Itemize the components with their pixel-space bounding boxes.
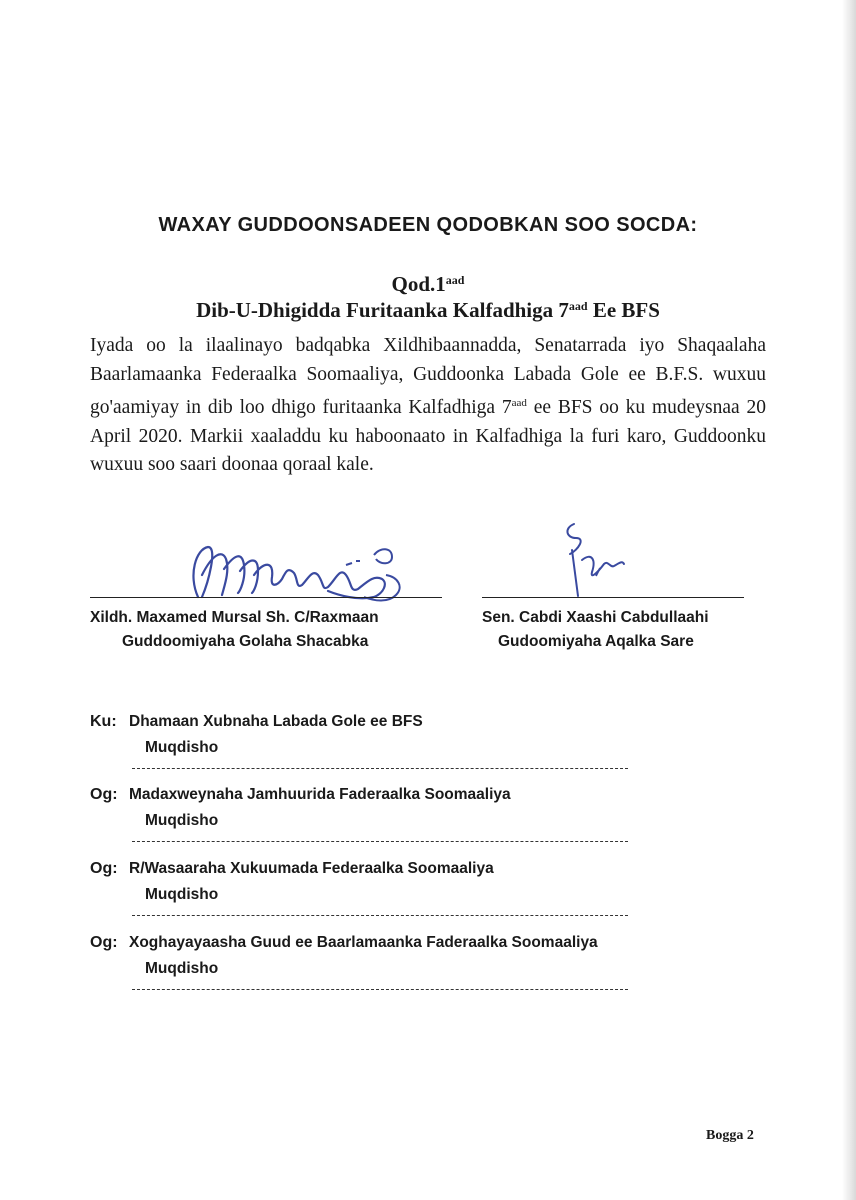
distribution-recipient: Xoghayayaasha Guud ee Baarlamaanka Faderaalka Soomaaliya xyxy=(129,934,598,951)
distribution-prefix: Ku: xyxy=(90,713,117,730)
distribution-city: Muqdisho xyxy=(145,960,219,977)
subtitle-sup: aad xyxy=(568,299,588,313)
distribution-city: Muqdisho xyxy=(145,739,219,756)
distribution-item xyxy=(90,860,630,922)
distribution-recipient: Madaxweynaha Jamhuurida Faderaalka Soomaaliya xyxy=(129,786,511,803)
subtitle-part2: Ee BFS xyxy=(587,298,660,322)
signature-left-image xyxy=(178,535,423,610)
article-sup: aad xyxy=(445,273,465,287)
signatory-role-right: Gudoomiyaha Aqalka Sare xyxy=(498,633,694,650)
page-edge-shadow xyxy=(842,0,856,1200)
signature-line-right xyxy=(482,597,744,598)
distribution-recipient: R/Wasaaraha Xukuumada Federaalka Soomaaliya xyxy=(129,860,494,877)
body-sup: aad xyxy=(511,397,527,409)
signature-right-image xyxy=(552,516,672,601)
signatory-role-left: Guddoomiyaha Golaha Shacabka xyxy=(122,633,369,650)
distribution-divider xyxy=(132,768,628,769)
distribution-prefix: Og: xyxy=(90,786,118,803)
resolution-heading: WAXAY GUDDOONSADEEN QODOBKAN SOO SOCDA: xyxy=(158,214,698,236)
distribution-item xyxy=(90,934,630,996)
body-part2: ee BFS oo ku mudeysnaa 20 April 2020. Markii xaaladdu ku haboonaato in Kalfadhiga la furi karo, Guddoonku wuxuu soo saari doonaa qoraal kale. xyxy=(90,397,766,475)
distribution-city: Muqdisho xyxy=(145,886,219,903)
distribution-divider xyxy=(132,989,628,990)
body-part1: Iyada oo la ilaalinayo badqabka Xildhibaannadda, Senatarrada iyo Shaqaalaha Baarlamaanka Federaalka Soomaaliya, Guddoonka Labada Gole ee B.F.S. wuxuu go'aamiyay in dib loo dhigo furitaanka Kalfadhiga 7 xyxy=(90,335,766,418)
page-number: Bogga 2 xyxy=(706,1128,754,1143)
article-title xyxy=(0,272,856,297)
signatory-name-left: Xildh. Maxamed Mursal Sh. C/Raxmaan xyxy=(90,609,379,626)
article-label: Qod.1 xyxy=(391,272,446,296)
distribution-prefix: Og: xyxy=(90,934,118,951)
distribution-prefix: Og: xyxy=(90,860,118,877)
resolution-body xyxy=(90,332,766,480)
subtitle-part1: Dib-U-Dhigidda Furitaanka Kalfadhiga 7 xyxy=(196,298,569,322)
distribution-divider xyxy=(132,841,628,842)
distribution-recipient: Dhamaan Xubnaha Labada Gole ee BFS xyxy=(129,713,423,730)
distribution-divider xyxy=(132,915,628,916)
distribution-city: Muqdisho xyxy=(145,812,219,829)
distribution-item xyxy=(90,713,630,775)
signatory-name-right: Sen. Cabdi Xaashi Cabdullaahi xyxy=(482,609,709,626)
distribution-item xyxy=(90,786,630,848)
signature-line-left xyxy=(90,597,442,598)
article-subtitle xyxy=(0,298,856,323)
